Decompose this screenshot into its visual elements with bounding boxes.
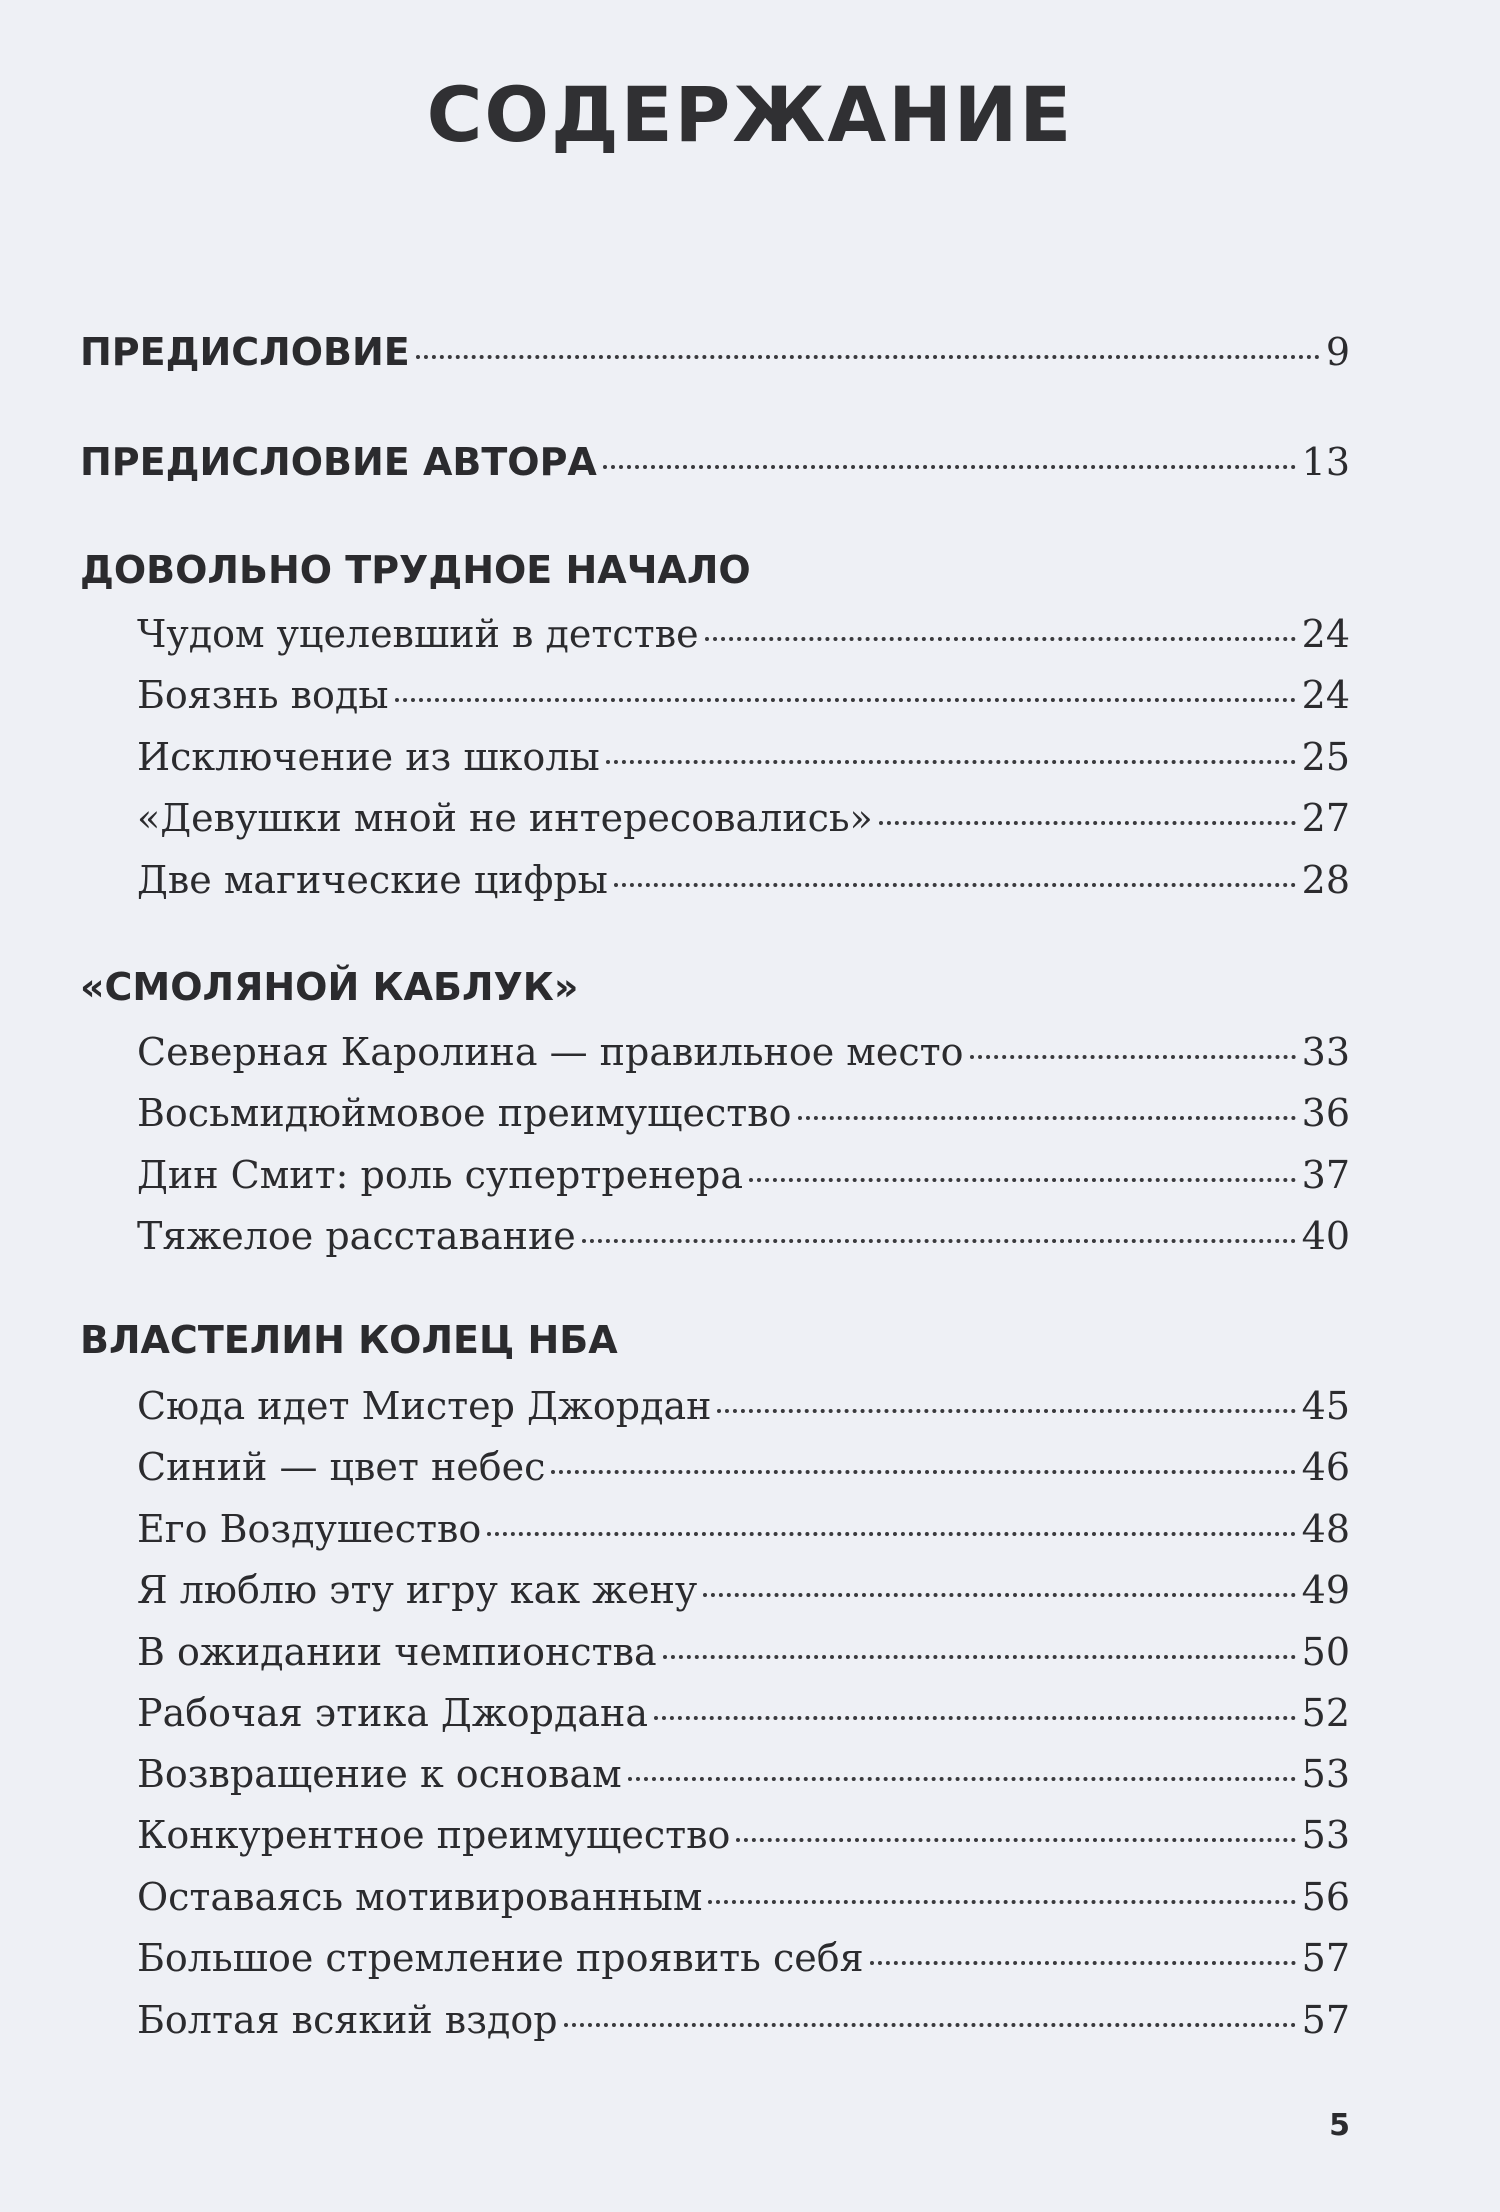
toc-entry-label: Я люблю эту игру как жену [137,1568,698,1612]
dot-leader [705,637,1296,641]
toc-entry-page: 28 [1301,858,1350,902]
toc-entry-page: 49 [1301,1568,1350,1612]
toc-entry-page: 57 [1301,1998,1350,2042]
toc-entry[interactable] [137,1091,1350,1135]
dot-leader [717,1409,1295,1413]
toc-entry-label: «Девушки мной не интересовались» [137,796,873,840]
dot-leader [736,1838,1295,1842]
dot-leader [487,1532,1295,1536]
dot-leader [603,465,1296,469]
toc-entry-page: 57 [1301,1936,1350,1980]
toc-entry-label: Оставаясь мотивированным [137,1875,703,1919]
toc-entry-label: Исключение из школы [137,735,600,779]
toc-entry[interactable] [137,1384,1350,1428]
dot-leader [870,1961,1296,1965]
toc-entry-label: Боязнь воды [137,673,389,717]
toc-entry[interactable] [137,612,1350,656]
toc-entry-label: Восьмидюймовое преимущество [137,1091,792,1135]
toc-entry-label: Две магические цифры [137,858,608,902]
toc-entry[interactable] [137,1030,1350,1074]
toc-entry-page: 48 [1301,1507,1350,1551]
dot-leader [582,1239,1296,1243]
toc-entry[interactable] [137,673,1350,717]
toc-entry-page: 27 [1301,796,1350,840]
toc-entry-label: ПРЕДИСЛОВИЕ АВТОРА [80,440,597,484]
toc-entry[interactable] [137,796,1350,840]
toc-entry-label: Северная Каролина — правильное место [137,1030,964,1074]
toc-entry-label: ПРЕДИСЛОВИЕ [80,330,410,374]
toc-entry-page: 37 [1301,1153,1350,1197]
toc-entry-page: 45 [1301,1384,1350,1428]
toc-entry-preface[interactable] [80,330,1350,374]
section-heading[interactable]: ВЛАСТЕЛИН КОЛЕЦ НБА [80,1318,618,1362]
toc-entry[interactable] [137,858,1350,902]
toc-entry-label: Болтая всякий вздор [137,1998,558,2042]
toc-entry-page: 56 [1301,1875,1350,1919]
toc-entry[interactable] [137,735,1350,779]
toc-entry-page: 24 [1301,612,1350,656]
dot-leader [798,1116,1296,1120]
toc-entry-label: Сюда идет Мистер Джордан [137,1384,712,1428]
toc-entry[interactable] [137,1507,1350,1551]
toc-entry[interactable] [137,1998,1350,2042]
toc-entry-page: 33 [1301,1030,1350,1074]
dot-leader [564,2023,1296,2027]
toc-entry[interactable] [137,1813,1350,1857]
dot-leader [395,698,1296,702]
toc-entry-label: Тяжелое расставание [137,1214,576,1258]
toc-entry[interactable] [137,1752,1350,1796]
toc-entry[interactable] [137,1214,1350,1258]
toc-entry[interactable] [137,1630,1350,1674]
toc-entry-label: Дин Смит: роль супертренера [137,1153,744,1197]
dot-leader [416,355,1320,359]
toc-entry-page: 46 [1301,1445,1350,1489]
toc-entry-page: 50 [1301,1630,1350,1674]
toc-entry-page: 36 [1301,1091,1350,1135]
toc-entry-label: Большое стремление проявить себя [137,1936,864,1980]
toc-entry[interactable] [137,1875,1350,1919]
dot-leader [606,760,1296,764]
toc-entry-page: 25 [1301,735,1350,779]
toc-entry[interactable] [137,1445,1350,1489]
toc-entry-page: 53 [1301,1813,1350,1857]
section-heading[interactable]: «СМОЛЯНОЙ КАБЛУК» [80,965,579,1009]
dot-leader [879,821,1296,825]
toc-entry[interactable] [137,1568,1350,1612]
toc-entry-label: Рабочая этика Джордана [137,1691,649,1735]
dot-leader [663,1655,1296,1659]
dot-leader [708,1900,1295,1904]
toc-entry-page: 13 [1301,440,1350,484]
toc-entry-page: 24 [1301,673,1350,717]
page-title: СОДЕРЖАНИЕ [426,70,1074,159]
toc-entry[interactable] [137,1153,1350,1197]
toc-entry-author-preface[interactable] [80,440,1350,484]
toc-entry-label: Возвращение к основам [137,1752,622,1796]
toc-entry[interactable] [137,1936,1350,1980]
toc-entry-label: Его Воздушество [137,1507,482,1551]
toc-entry-label: Синий — цвет небес [137,1445,546,1489]
dot-leader [628,1777,1296,1781]
dot-leader [703,1593,1295,1597]
dot-leader [551,1470,1295,1474]
toc-entry-page: 52 [1301,1691,1350,1735]
section-heading[interactable]: ДОВОЛЬНО ТРУДНОЕ НАЧАЛО [80,548,751,592]
dot-leader [749,1178,1296,1182]
dot-leader [970,1055,1296,1059]
dot-leader [654,1716,1296,1720]
toc-entry-page: 9 [1325,330,1350,374]
page-number: 5 [1329,2108,1350,2143]
toc-entry-page: 53 [1301,1752,1350,1796]
toc-entry-label: В ожидании чемпионства [137,1630,657,1674]
dot-leader [614,883,1296,887]
toc-entry[interactable] [137,1691,1350,1735]
toc-entry-label: Конкурентное преимущество [137,1813,731,1857]
toc-entry-label: Чудом уцелевший в детстве [137,612,699,656]
toc-entry-page: 40 [1301,1214,1350,1258]
